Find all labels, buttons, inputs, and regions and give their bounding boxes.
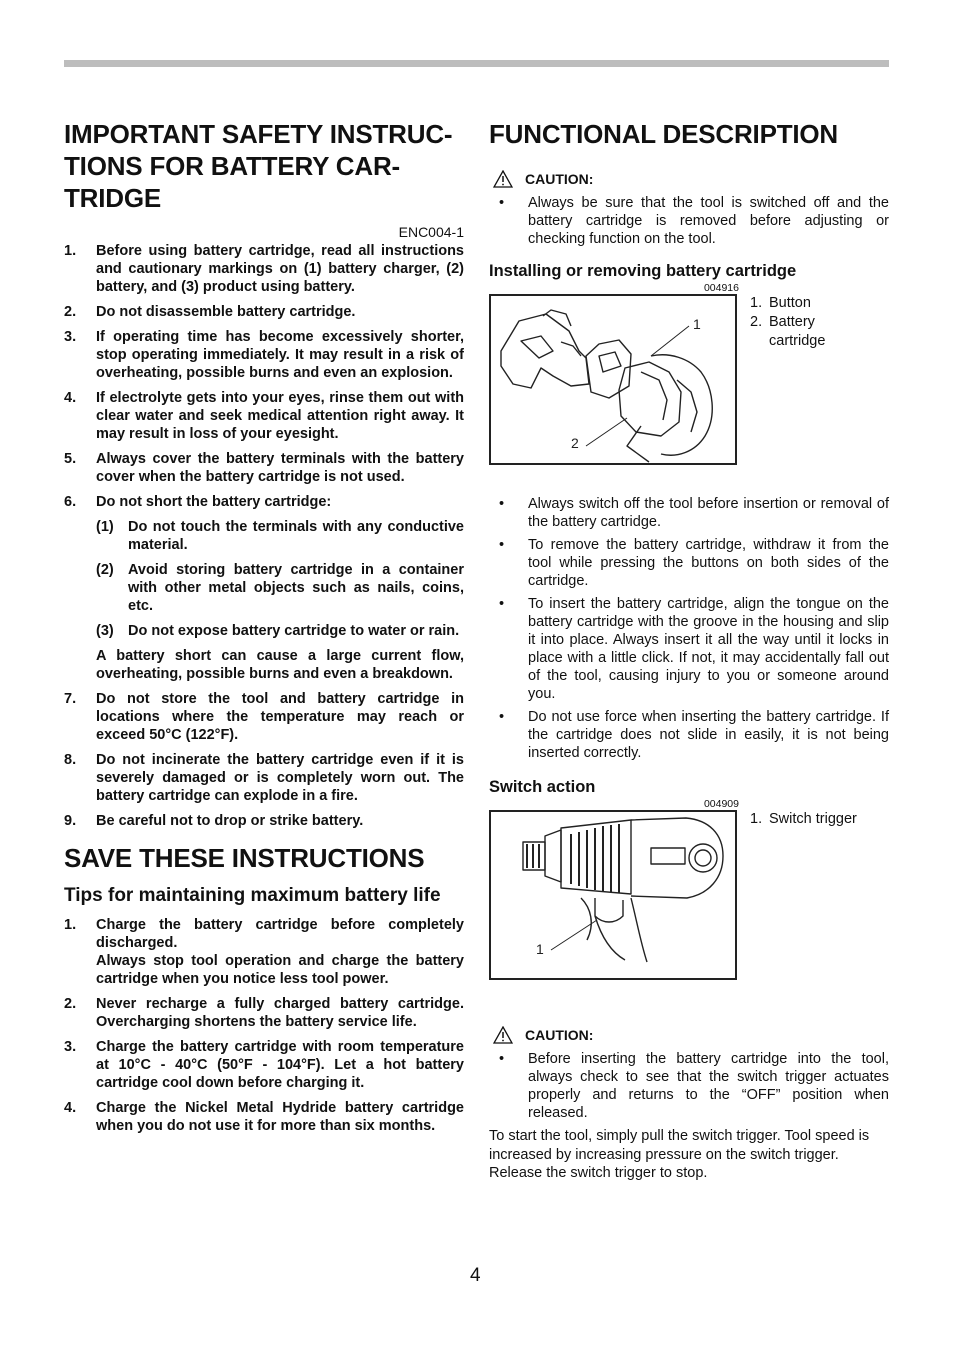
legend-item: 1. Button xyxy=(750,295,811,311)
sub-list-item: (1) Do not touch the terminals with any conductive material. xyxy=(96,519,464,553)
functional-description-title: FUNCTIONAL DESCRIPTION xyxy=(489,119,839,149)
safety-title-line: IMPORTANT SAFETY INSTRUC- xyxy=(64,119,453,149)
callout-2: 2 xyxy=(571,435,579,451)
installing-title: Installing or removing battery cartridge xyxy=(489,262,797,280)
caution-label: CAUTION: xyxy=(525,1027,594,1043)
callout-1: 1 xyxy=(536,941,544,957)
legend-item: 1. Switch trigger xyxy=(750,811,857,827)
sub-list-item: (2) Avoid storing battery cartridge in a container with other metal objects such as nails, coins, etc. xyxy=(96,562,464,614)
figure-legend xyxy=(750,294,839,351)
page-number: 4 xyxy=(470,1265,481,1286)
list-item: 3. Charge the battery cartridge with room temperature at 10°C - 40°C (50°F - 104°F). Let a hot battery cartridge cool down before charging it. xyxy=(64,1039,464,1091)
list-item: 4. Charge the Nickel Metal Hydride battery cartridge when you do not use it for more than six months. xyxy=(64,1100,464,1134)
list-item: • To remove the battery cartridge, withdraw it from the tool while pressing the buttons on both sides of the cartridge. xyxy=(499,537,889,589)
short-circuit-sublist xyxy=(96,518,464,640)
caution-list xyxy=(489,194,889,248)
safety-list xyxy=(64,242,464,830)
callout-1: 1 xyxy=(693,316,701,332)
figure-legend xyxy=(750,810,857,829)
warning-icon xyxy=(493,170,513,188)
safety-title-line: TIONS FOR BATTERY CAR- xyxy=(64,151,400,181)
legend-item: 2. Battery cartridge xyxy=(750,314,826,349)
caution-list xyxy=(489,1050,889,1122)
safety-title xyxy=(64,118,464,214)
save-instructions-title: SAVE THESE INSTRUCTIONS xyxy=(64,843,425,873)
caution-heading xyxy=(493,1026,889,1044)
list-item: 5. Always cover the battery terminals with the battery cover when the battery cartridge is not used. xyxy=(64,451,464,485)
list-item: 7. Do not store the tool and battery cartridge in locations where the temperature may reach or exceed 50°C (122°F). xyxy=(64,691,464,743)
list-item: 8. Do not incinerate the battery cartridge even if it is severely damaged or is completely worn out. The battery cartridge can explode in a fire. xyxy=(64,752,464,804)
list-item: 4. If electrolyte gets into your eyes, rinse them out with clear water and seek medical attention right away. It may result in loss of your eyesight. xyxy=(64,390,464,442)
install-bullets xyxy=(489,495,889,762)
switch-operation-text: To start the tool, simply pull the switch trigger. Tool speed is increased by increasing pressure on the switch trigger. Release the switch trigger to stop. xyxy=(489,1128,870,1181)
warning-icon xyxy=(493,1026,513,1044)
list-item: • To insert the battery cartridge, align the tongue on the battery cartridge with the groove in the housing and slip it into place. Always insert it all the way until it locks in place with a little click. If not, it may accidentally fall out of the tool, causing injury to you or someone around you. xyxy=(499,596,889,702)
list-item: 2. Do not disassemble battery cartridge. xyxy=(64,304,356,320)
battery-install-illustration xyxy=(491,296,735,463)
right-column xyxy=(489,118,889,1183)
figure-switch xyxy=(489,810,889,980)
figure-code: 004916 xyxy=(703,282,739,294)
list-item: • Do not use force when inserting the battery cartridge. If the cartridge does not slide in easily, it is not being inserted correctly. xyxy=(499,709,889,761)
sub-list-item: (3) Do not expose battery cartridge to water or rain. xyxy=(96,623,460,639)
switch-action-title: Switch action xyxy=(489,778,596,796)
list-item: 2. Never recharge a fully charged battery cartridge. Overcharging shortens the battery service life. xyxy=(64,996,464,1030)
caution-label: CAUTION: xyxy=(525,171,594,187)
left-column xyxy=(64,118,464,1142)
list-item: 9. Be careful not to drop or strike battery. xyxy=(64,813,364,829)
switch-trigger-illustration xyxy=(491,812,735,978)
list-item: • Before inserting the battery cartridge into the tool, always check to see that the switch trigger actuates properly and returns to the “OFF” position when released. xyxy=(499,1051,889,1121)
figure-code: 004909 xyxy=(703,798,739,810)
tips-title: Tips for maintaining maximum battery life xyxy=(64,885,441,906)
caution-heading xyxy=(493,170,889,188)
list-item: • Always be sure that the tool is switched off and the battery cartridge is removed before adjusting or checking function on the tool. xyxy=(499,195,889,247)
safety-title-line: TRIDGE xyxy=(64,183,162,213)
figure-installing xyxy=(489,294,889,465)
short-circuit-note: A battery short can cause a large current flow, overheating, possible burns and even a breakdown. xyxy=(96,648,464,682)
list-item: • Always switch off the tool before insertion or removal of the battery cartridge. xyxy=(499,496,889,530)
figure-frame xyxy=(489,294,737,465)
list-item: 1. Charge the battery cartridge before completely discharged. Always stop tool operation and charge the battery cartridge when you notice less tool power. xyxy=(64,917,464,987)
figure-frame xyxy=(489,810,737,980)
tips-list xyxy=(64,916,464,1135)
list-item: 3. If operating time has become excessively shorter, stop operating immediately. It may result in a risk of overheating, possible burns and even an explosion. xyxy=(64,329,464,381)
list-item: 6. Do not short the battery cartridge: (1) Do not touch the terminals with any conductive material. (2) Avoid storing battery cartridge in a container with other metal objects such as nails, coins, etc. (3) Do not expose battery cartridge to water or rain. A battery short can cause a large current flow, overheating, possible burns and even a breakdown. xyxy=(64,494,464,682)
list-item: 1. Before using battery cartridge, read all instructions and cautionary markings on (1) battery charger, (2) battery, and (3) product using battery. xyxy=(64,243,464,295)
document-code: ENC004-1 xyxy=(398,224,464,240)
top-rule xyxy=(64,60,889,67)
